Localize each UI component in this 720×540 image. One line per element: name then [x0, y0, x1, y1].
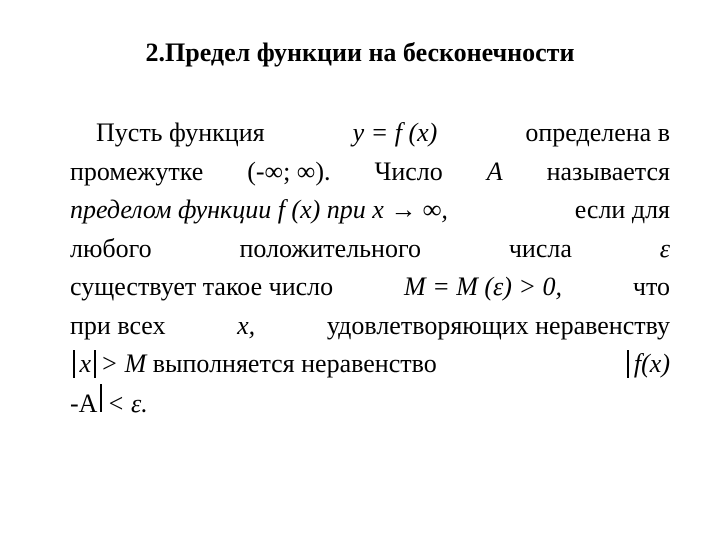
line1-function: y = f (x) — [352, 118, 438, 147]
line5-end: что — [632, 272, 670, 301]
paragraph-line-8 — [70, 384, 670, 423]
line7-condition — [70, 345, 437, 384]
line4-epsilon: ε — [659, 233, 670, 263]
paragraph-line-2 — [70, 153, 670, 192]
abs-bar-left-2 — [627, 350, 629, 378]
line4-word-3: числа — [508, 233, 572, 263]
abs-bar-right-2 — [100, 384, 102, 412]
slide-title: 2.Предел функции на бесконечности — [145, 38, 575, 67]
line8-a: -A — [70, 388, 98, 418]
line3-end: если для — [574, 195, 670, 224]
abs-bar-right — [94, 350, 96, 378]
line2-number: Число — [374, 156, 443, 186]
line5-m: M = M (ε) > 0, — [404, 272, 562, 301]
line5-start: существует такое число — [70, 272, 334, 301]
paragraph-line-7 — [70, 345, 670, 384]
line3-definition: пределом функции f (x) при x → ∞, — [70, 195, 448, 224]
line2-end: называется — [546, 156, 670, 186]
line2-a: A — [486, 156, 503, 186]
line2-start: промежутке — [70, 156, 204, 186]
line2-interval: (-∞; ∞). — [247, 156, 331, 186]
line4-word-2: положительного — [239, 233, 421, 263]
line4-word-1: любого — [70, 233, 152, 263]
line6-x: x, — [237, 310, 256, 340]
paragraph-line-1 — [70, 114, 670, 153]
paragraph-line-5 — [70, 268, 670, 307]
paragraph-line-4 — [70, 230, 670, 269]
paragraph-line-6 — [70, 307, 670, 346]
definition-paragraph — [70, 114, 670, 422]
paragraph-line-3 — [70, 191, 670, 230]
line7-fx-group — [624, 345, 670, 384]
line7-cond: > M — [100, 349, 147, 378]
line1-end: определена в — [525, 118, 670, 147]
line6-start: при всех — [70, 310, 166, 340]
line6-end: удовлетворяющих неравенству — [326, 310, 670, 340]
line7-text: выполняется неравенство — [152, 349, 437, 378]
abs-bar-left — [73, 350, 75, 378]
line8-end: < ε. — [106, 388, 148, 418]
line1-intro: Пусть функция — [96, 118, 265, 147]
line7-x: x — [79, 349, 92, 378]
line7-fx: f(x) — [633, 349, 670, 378]
